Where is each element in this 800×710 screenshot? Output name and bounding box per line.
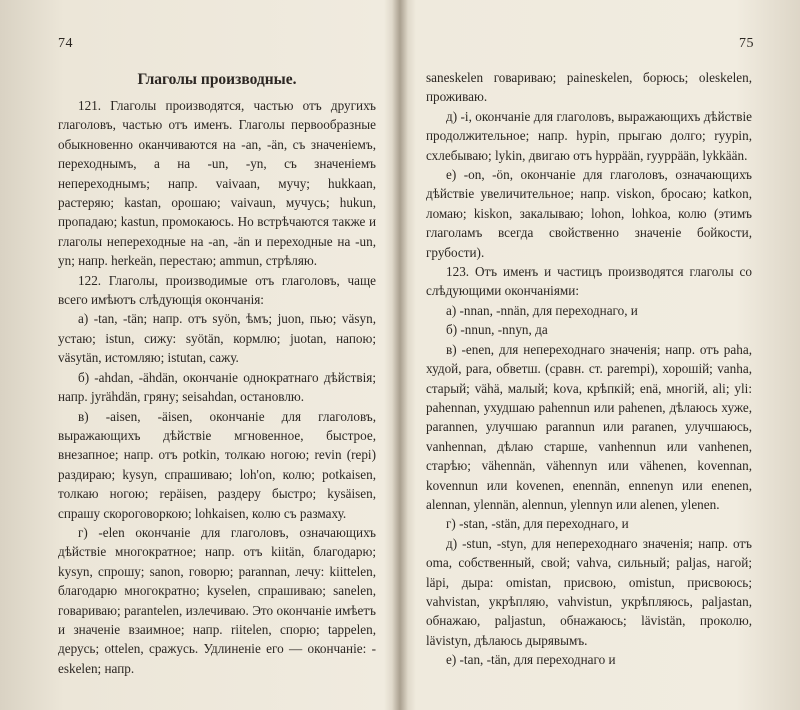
paragraph-122-g: г) -elen окончаніе для глаголовъ, означающихъ дѣйствіе многократное; напр. отъ kiitän, благодарю; kysyn, спрошу; sanon, говорю; parannan, лечу: kiittelen, благодарю многократно; kyselen, спрашиваю; sanelen, говариваю; parantelen, излечиваю. Это окончаніе имѣетъ и значеніе взаимное; напр. riitelen, спорю; tappelen, дерусь; ottelen, сражусь. Удлиненіе его — окончаніе: -eskelen; напр. — [58, 524, 376, 676]
paragraph-122-v: в) -aisen, -äisen, окончаніе для глаголовъ, выражающихъ дѣйствіе мгновенное, быстрое, внезапное; напр. отъ potkin, толкаю ногою; revin (repi) раздираю; kysyn, спрашиваю; loh'on, колю; potkaisen, толкаю ногою; repäisen, раздеру быстро; kysäisen, спрашу скороговоркою; lohkaisen, колю съ размаху. — [58, 408, 376, 521]
right-text-column — [426, 68, 752, 670]
paragraph-122-a: а) -tan, -tän; напр. отъ syön, ѣмъ; juon, пью; väsyn, устаю; istun, сижу: syötän, кормлю; juotan, напою; väsytän, истомляю; istutan, сажу. — [58, 311, 376, 366]
paragraph-123-g: г) -stan, -stän, для переходнаго, и — [446, 516, 629, 532]
paragraph-123-b: б) -nnun, -nnyn, да — [446, 322, 548, 338]
paragraph-122-b: б) -ahdan, -ähdän, окончаніе однократнаго дѣйствія; напр. jyrähdän, гряну; seisahdan, остановлю. — [58, 369, 376, 405]
page-number: 75 — [739, 36, 754, 51]
paragraph-123-v: в) -enen, для непереходнаго значенія; напр. отъ paha, худой, para, обветш. (сравн. ст. parempi), хорошій; vanha, старый; vähä, малый; kova, крѣпкій; enä, многій, ali; yli: pahennan, ухудшаю pahennun или pahenen, дѣлаюсь хуже, parannen, улучшаю parannun или paranen, улучшаюсь, vanhennan, дѣлаю старше, vanhennun или vanhenen, старѣю; vähennän, vähennyn или vähenen, kovennan, kovennun или kovenen, enennän, ennenyn или enenen, alennan, ylennän, alennun, ylennyn или alenen, ylenen. — [426, 341, 752, 512]
paragraph-123-e: е) -tan, -tän, для переходнаго и — [446, 652, 616, 668]
paragraph-123-d: д) -stun, -styn, для непереходнаго значенія; напр. отъ oma, собственный, свой; vahva, сильный; paljas, нагой; läpi, дыра: omistan, присвою, omistun, присвоюсь; vahvistan, укрѣпляю, vahvistun, укрѣпляюсь, paljastan, обнажаю, paljastun, обнажаюсь; lävistän, проколю, lävistyn, дѣлаюсь дырявымъ. — [426, 535, 752, 648]
paragraph-122-e: е) -on, -ön, окончаніе для глаголовъ, означающихъ дѣйствіе увеличительное; напр. viskon, бросаю; katkon, ломаю; kiskon, закалываю; lohon, lohkoa, колю (этимъ глаголамъ всегда свойственно значеніе бойкости, грубости). — [426, 167, 752, 260]
paragraph-121: 121. Глаголы производятся, частью отъ другихъ глаголовъ, частью отъ именъ. Глаголы первообразные обыкновенно оканчиваются на -an, -än, съ значеніемъ, переходнымъ, а на -un, -yn, съ значеніемъ непереходнымъ; напр. vaivaan, мучу; hukkaan, растеряю; kastan, орошаю; vaivaun, мучусь; hukun, пропадаю; kastun, промокаюсь. Но встрѣчаются также и глаголы непереходные на -an, -än и переходные на -un, yn; напр. herkeän, перестаю; ammun, стрѣляю. — [58, 98, 376, 269]
paragraph-122-d: д) -i, окончаніе для глаголовъ, выражающихъ дѣйствіе продолжительное; напр. hypin, прыгаю долго; ryypin, схлебываю; lykin, двигаю отъ hyppään, ryyppään, lykkään. — [426, 108, 752, 163]
paragraph-123-a: а) -nnan, -nnän, для переходнаго, и — [446, 302, 638, 318]
left-text-column — [58, 70, 376, 678]
paragraph-123: 123. Отъ именъ и частицъ производятся глаголы со слѣдующими окончаніями: — [426, 264, 752, 299]
right-page — [400, 0, 800, 710]
page-number: 74 — [58, 36, 73, 51]
paragraph-continuation: saneskelen говариваю; paineskelen, борюсь; oleskelen, проживаю. — [426, 70, 752, 105]
paragraph-122: 122. Глаголы, производимые отъ глаголовъ, чаще всего имѣютъ слѣдующія окончанія: — [58, 272, 376, 308]
section-heading: Глаголы производные. — [137, 71, 297, 88]
